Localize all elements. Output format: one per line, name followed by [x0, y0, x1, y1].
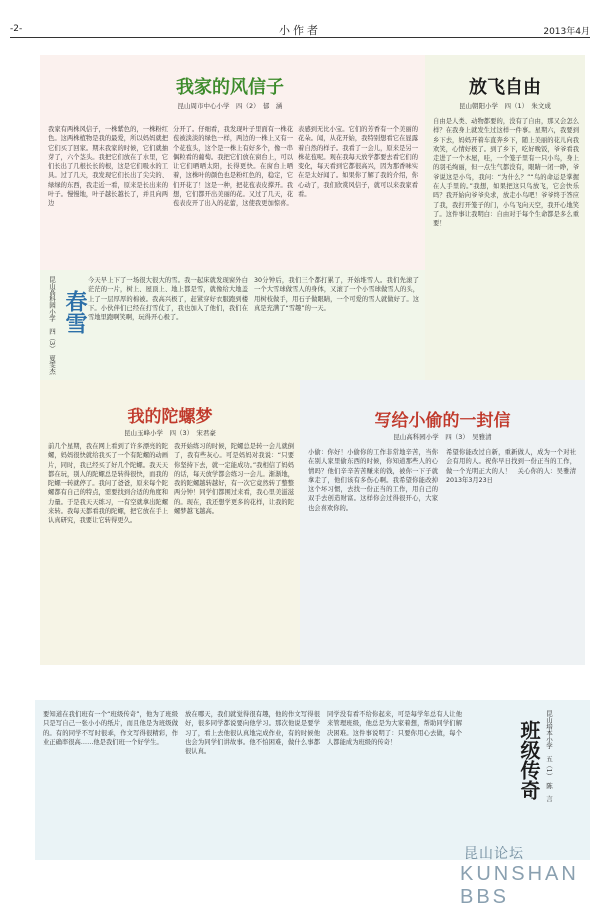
article-title: 放飞自由 [469, 77, 541, 98]
page-header [10, 20, 590, 40]
page-number: -2- [10, 24, 23, 34]
article-byline: 昆山高科园小学 四（3） 夏雯杰 [48, 276, 56, 375]
article-byline: 昆山玉峰小学 四（3） 宋君豪 [124, 429, 216, 437]
article-column: 前几个星期，我在网上看到了许多漂亮的陀螺，妈妈很快就给我买了一个有陀螺的动画片，同时，我已经买了好几个陀螺。我天天都在玩，别人的陀螺总是转得很快，而我的陀螺一转就停了。我问了爸爸，原来每个陀螺都有自己的特点，需要找到合适的角度和力量。于是我天天练习，一有空就拿出陀螺来转。我每天都看我的陀螺，把它放在手上认真研究，我要让它转得更久。 [48, 443, 168, 525]
article-title: 我的陀螺梦 [127, 407, 213, 427]
article-title: 写给小偷的一封信 [374, 411, 511, 431]
article-fangfei-ziyou [425, 55, 585, 380]
article-column: 小偷：你好！小偷你的工作非常地辛苦，当你在别人家里偷东西的时候，你知道那些人的心情吗？他们辛辛苦苦赚来的钱，被你一下子就拿走了，他们该有多伤心啊。我希望你能改掉这个坏习惯，去找一份正当的工作，用自己的双手去创造财富。这样你会过得很开心，大家也会喜欢你的。 [308, 449, 438, 512]
article-column: 放在哪天，我们就觉得很有趣，他的作文写得很好，很多同学都说要向他学习。那次他说是要学习了，看上去他很认真地完成作业，有的时候他也会为同学们讲故事。他不怕困难，做什么事都很认真。 [185, 711, 320, 756]
article-title: 我家的风信子 [176, 77, 284, 98]
article-column: 我家有两株风信子，一株紫色的，一株粉红色。这两株植物是我的最爱，所以妈妈就把它们买了回家。期末我家的时候，它们就抽芽了，六个茎头。我把它们放在了水里，它们长出了几根长长的根，这是它们吸水的工具。过了几天，我发现它们长出了尖尖的、绿绿的东西，我走近一看，原来是长出来的叶子。慢慢地，叶子越长越长了，并且向两边 [48, 126, 168, 208]
article-column: 表感到无比小宝。它们的芳香有一个美丽的花朵。闻，从花开始，我特别想看它在显露着自然的样子。我看了一会儿，原来是另一株花苞呢。观在我每天放学都要去看它们的变化，每天看到它都很高兴，因为那香味实在是太好闻了。如果你了解了我的介绍，你心动了，我们欣赏风信子，就可以来我家看看。 [298, 126, 418, 199]
watermark-cn: 昆山论坛 [464, 845, 524, 861]
article-column: 希望你能改过自新，重新做人，成为一个对社会有用的人。祝你早日找到一份正当的工作，做一个光明正大的人！ 关心你的人：吴雅清 2013年3月23日 [446, 449, 583, 484]
article-column: 分开了。仔细看，我发现叶子里面有一株花苞被淡淡的绿色一样，两边的一株上又有一个花苞头，这个是一株上有好多个，像一串偶粒看的葡萄。我把它们放在窗台上，可以让它们晒晒太阳，长得更快。在窗台上晒着，这株叶的颜色也是粉红色的，稳定，它们开花了！这是一种，把花苞表皮撑开。我想，它们都开出美丽的花。又过了几天，花苞表皮开了出入的花蕾，这使我更加惊喜。 [173, 126, 293, 208]
article-xiaotou-xin [300, 380, 585, 665]
article-banji-chuanqi [35, 700, 590, 860]
article-title: 班级传奇 [517, 720, 541, 800]
article-column: 自由是人类、动物都要的，没有了自由，那又会怎么样？在我身上就发生过这样一件事。星期六，我要到乡下去，妈妈开着车直奔乡下，随上美丽的花儿向我欢笑，心情好极了。到了乡下，吃好晚饭，爷爷看我走进了一个木屋，哇，一个笼子里有一只小鸟，身上的羽毛绚丽，但一点生气都没有，眼睛一闭一睁，爷爷说这是小鸟，我问：“为什么？”“鸟的命运是掌握在人手里的。”我想，如果把这只鸟放飞，它会快乐吗？我开始向爷爷央求，放走小鸟吧！爷爷终于答应了我，我打开笼子的门，小鸟飞向天空，我开心地笑了。这件事让我明白：自由对于每个生命都是多么重要！ [433, 118, 579, 228]
watermark [460, 843, 600, 909]
masthead: 小作者 [279, 24, 321, 37]
header-rule [10, 37, 590, 38]
watermark-en: KUNSHAN BBS [460, 863, 579, 908]
article-byline: 昆山培本小学 五（1） 陈 言 [545, 710, 553, 802]
issue-date: 2013年4月 [543, 27, 590, 37]
article-column: 同学没有看不给你起来，可是每学年总有人让他来管理班级，他总是为大家着想，帮助同学们解决困难。这件事说明了：只要你用心去做，每个人都能成为班级的传奇！ [327, 711, 462, 746]
article-column: 要知道在我们班有一个“班级传奇”，他为了班级只是写自己一张小小的纸片，而且他是为班级做的。有的同学不写时很乖，作文写得很精彩，作业正确率很高……他是我们班一个好学生。 [43, 711, 178, 746]
article-tuoluo-meng [40, 380, 300, 665]
article-title: 春雪 [62, 290, 88, 334]
article-byline: 昆山朝阳小学 四（1） 朱文成 [459, 102, 551, 110]
article-column: 今天早上下了一场很大很大的雪。我一起床就发现窗外白茫茫的一片，树上、屋顶上、地上都是雪，就像给大地盖上了一层厚厚的棉被。我高兴极了，赶紧穿好衣服跑到楼下。小伙伴们已经在打雪仗了，我也加入了他们，我们在雪地里跑啊笑啊，玩得开心极了。 [88, 277, 248, 322]
article-column: 30分钟后，我们三个都打累了，开始堆雪人。我们先滚了一个大雪球做雪人的身体，又滚了一个小雪球做雪人的头，用树枝做手，用石子做眼睛，一个可爱的雪人就做好了。这真是充满了“雪趣”的一天。 [254, 277, 419, 312]
article-chunxue [40, 270, 425, 380]
article-byline: 昆山周市中心小学 四（2） 郁 涵 [177, 102, 283, 110]
article-column: 我开始练习的时候，陀螺总是转一会儿就倒了，我有些灰心。可是妈妈对我说：“只要你坚持下去，就一定能成功。”我相信了妈妈的话，每天放学都会练习一会儿。渐渐地，我的陀螺越转越好，有一次它竟然转了整整两分钟！同学们都围过来看，我心里美滋滋的。现在，我还想学更多的花样，让我的陀螺梦越飞越高。 [174, 443, 294, 516]
article-byline: 昆山高科园小学 四（3） 吴雅清 [393, 433, 492, 441]
